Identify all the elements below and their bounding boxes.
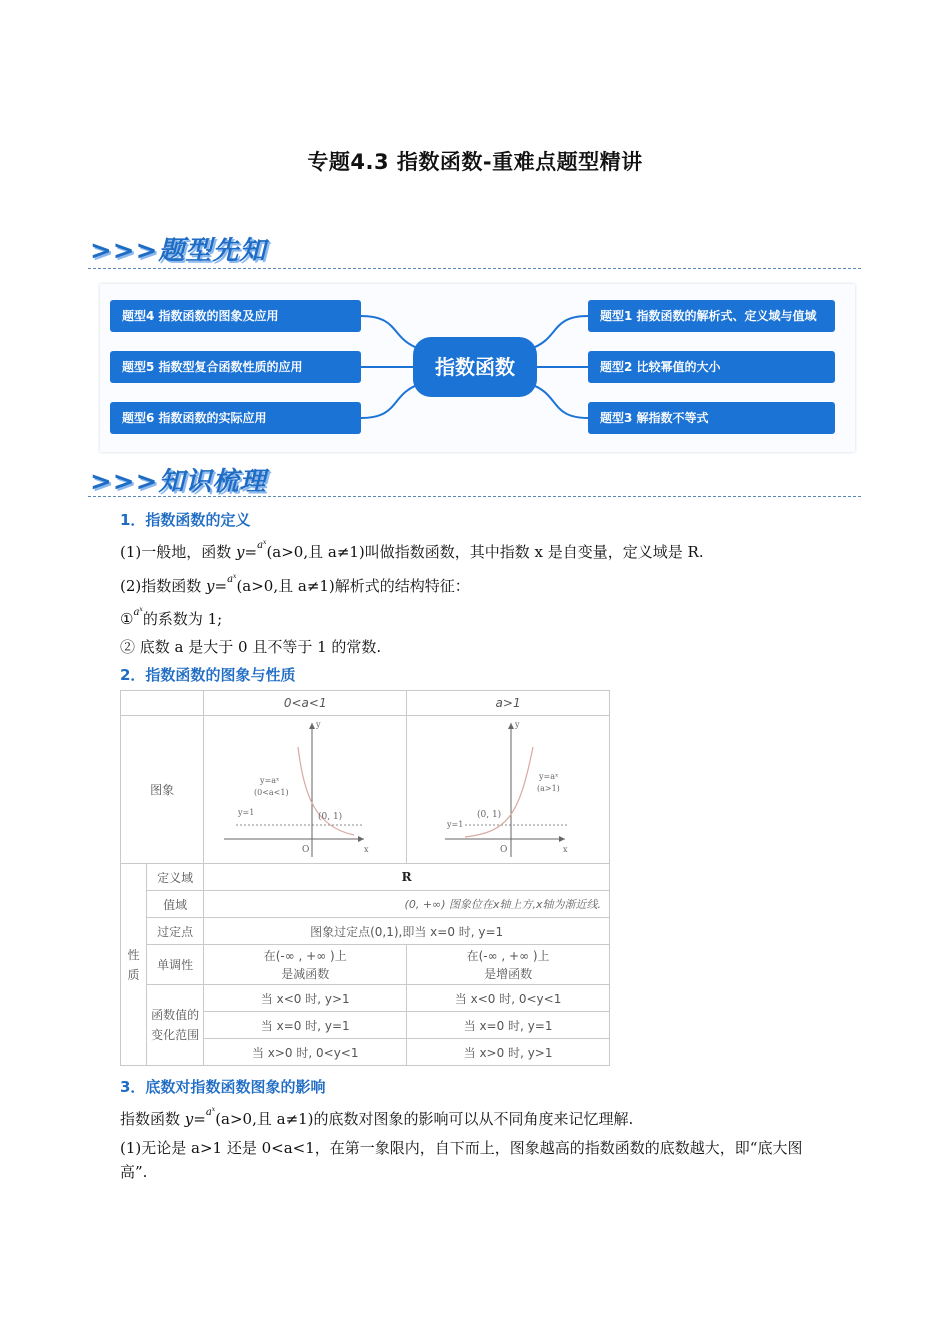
properties-table xyxy=(120,690,610,1066)
curve-label: y=aˣ xyxy=(260,775,280,785)
table-row: 当 x=0 时, y=1 xyxy=(407,1012,610,1039)
table-row: 当 x=0 时, y=1 xyxy=(204,1012,407,1039)
graph-label: 图象 xyxy=(121,716,204,864)
line-y1-label: y=1 xyxy=(238,807,255,817)
fixed-point-value: 图象过定点(0,1),即当 x=0 时, y=1 xyxy=(204,918,610,945)
graph-decreasing xyxy=(204,717,404,863)
mindmap-item-type6: 题型6 指数函数的实际应用 xyxy=(110,402,361,434)
mindmap-item-type5: 题型5 指数型复合函数性质的应用 xyxy=(110,351,361,383)
value-range-label: 函数值的 变化范围 xyxy=(146,985,203,1066)
domain-value: R xyxy=(204,864,610,891)
monotonicity-left: 在(-∞ , +∞ )上 是减函数 xyxy=(204,945,407,985)
table-row: 当 x>0 时, 0<y<1 xyxy=(204,1039,407,1066)
line-y1-label: y=1 xyxy=(447,819,464,829)
page-title: 专题4.3 指数函数-重难点题型精讲 xyxy=(307,150,643,174)
monotonicity-right: 在(-∞ , +∞ )上 是增函数 xyxy=(407,945,610,985)
table-row: 当 x<0 时, 0<y<1 xyxy=(407,985,610,1012)
table-corner xyxy=(121,691,204,716)
curve-label: y=aˣ xyxy=(539,771,559,781)
point-label: (0, 1) xyxy=(318,811,343,822)
divider xyxy=(88,496,861,497)
section-heading-1: 1．指数函数的定义 xyxy=(120,511,251,529)
monotonicity-label: 单调性 xyxy=(146,945,203,985)
header-right: a>1 xyxy=(407,691,610,716)
curve-condition: (0<a<1) xyxy=(254,787,289,797)
fixed-point-label: 过定点 xyxy=(146,918,203,945)
mindmap-item-type1: 题型1 指数函数的解析式、定义域与值域 xyxy=(588,300,835,332)
origin-label: O xyxy=(500,844,508,855)
axis-x-label: x xyxy=(563,844,568,854)
mindmap-item-type2: 题型2 比较幂值的大小 xyxy=(588,351,835,383)
paragraph-definition-1: (1)一般地，函数 y=$^{ax}$(a>0,且 a≠1)叫做指数函数，其中指数 x 是自变量，定义域是 R. xyxy=(120,539,704,561)
curve-condition: (a>1) xyxy=(537,783,560,793)
graph-left-cell xyxy=(204,716,407,864)
mindmap-item-type3: 题型3 解指数不等式 xyxy=(588,402,835,434)
paragraph-base-effect-1: 指数函数 y=$^{ax}$(a>0,且 a≠1)的底数对图象的影响可以从不同角度来记忆理解. xyxy=(120,1106,634,1128)
paragraph-definition-2: (2)指数函数 y=$^{ax}$(a>0,且 a≠1)解析式的结构特征： xyxy=(120,573,470,595)
paragraph-base-effect-3: 高”. xyxy=(120,1163,148,1181)
section-heading-3: 3．底数对指数函数图象的影响 xyxy=(120,1078,326,1096)
graph-right-cell xyxy=(407,716,610,864)
axis-x-label: x xyxy=(364,844,369,854)
domain-label: 定义域 xyxy=(146,864,203,891)
divider xyxy=(88,268,861,269)
range-value: (0, +∞) 图象位在x轴上方,x轴为渐近线. xyxy=(204,891,610,918)
paragraph-base-effect-2: (1)无论是 a>1 还是 0<a<1，在第一象限内，自下而上，图象越高的指数函数的底数越大，即“底大图 xyxy=(120,1139,803,1157)
banner-knowledge: >>>知识梳理 xyxy=(90,467,267,497)
axis-y-label: y xyxy=(316,719,321,729)
table-row: 当 x<0 时, y>1 xyxy=(204,985,407,1012)
paragraph-feature-1: ①$^{ax}$的系数为 1; xyxy=(120,606,223,628)
point-label: (0, 1) xyxy=(477,809,502,820)
header-left: 0<a<1 xyxy=(204,691,407,716)
paragraph-feature-2: ② 底数 a 是大于 0 且不等于 1 的常数. xyxy=(120,638,382,656)
range-label: 值域 xyxy=(146,891,203,918)
table-row: 当 x>0 时, y>1 xyxy=(407,1039,610,1066)
mindmap-center: 指数函数 xyxy=(413,337,537,397)
property-label: 性 质 xyxy=(121,864,147,1066)
graph-increasing xyxy=(407,717,607,863)
section-heading-2: 2．指数函数的图象与性质 xyxy=(120,666,296,684)
axis-y-label: y xyxy=(515,719,520,729)
banner-question-types: >>>题型先知 xyxy=(90,236,267,266)
mindmap-item-type4: 题型4 指数函数的图象及应用 xyxy=(110,300,361,332)
origin-label: O xyxy=(302,844,310,855)
